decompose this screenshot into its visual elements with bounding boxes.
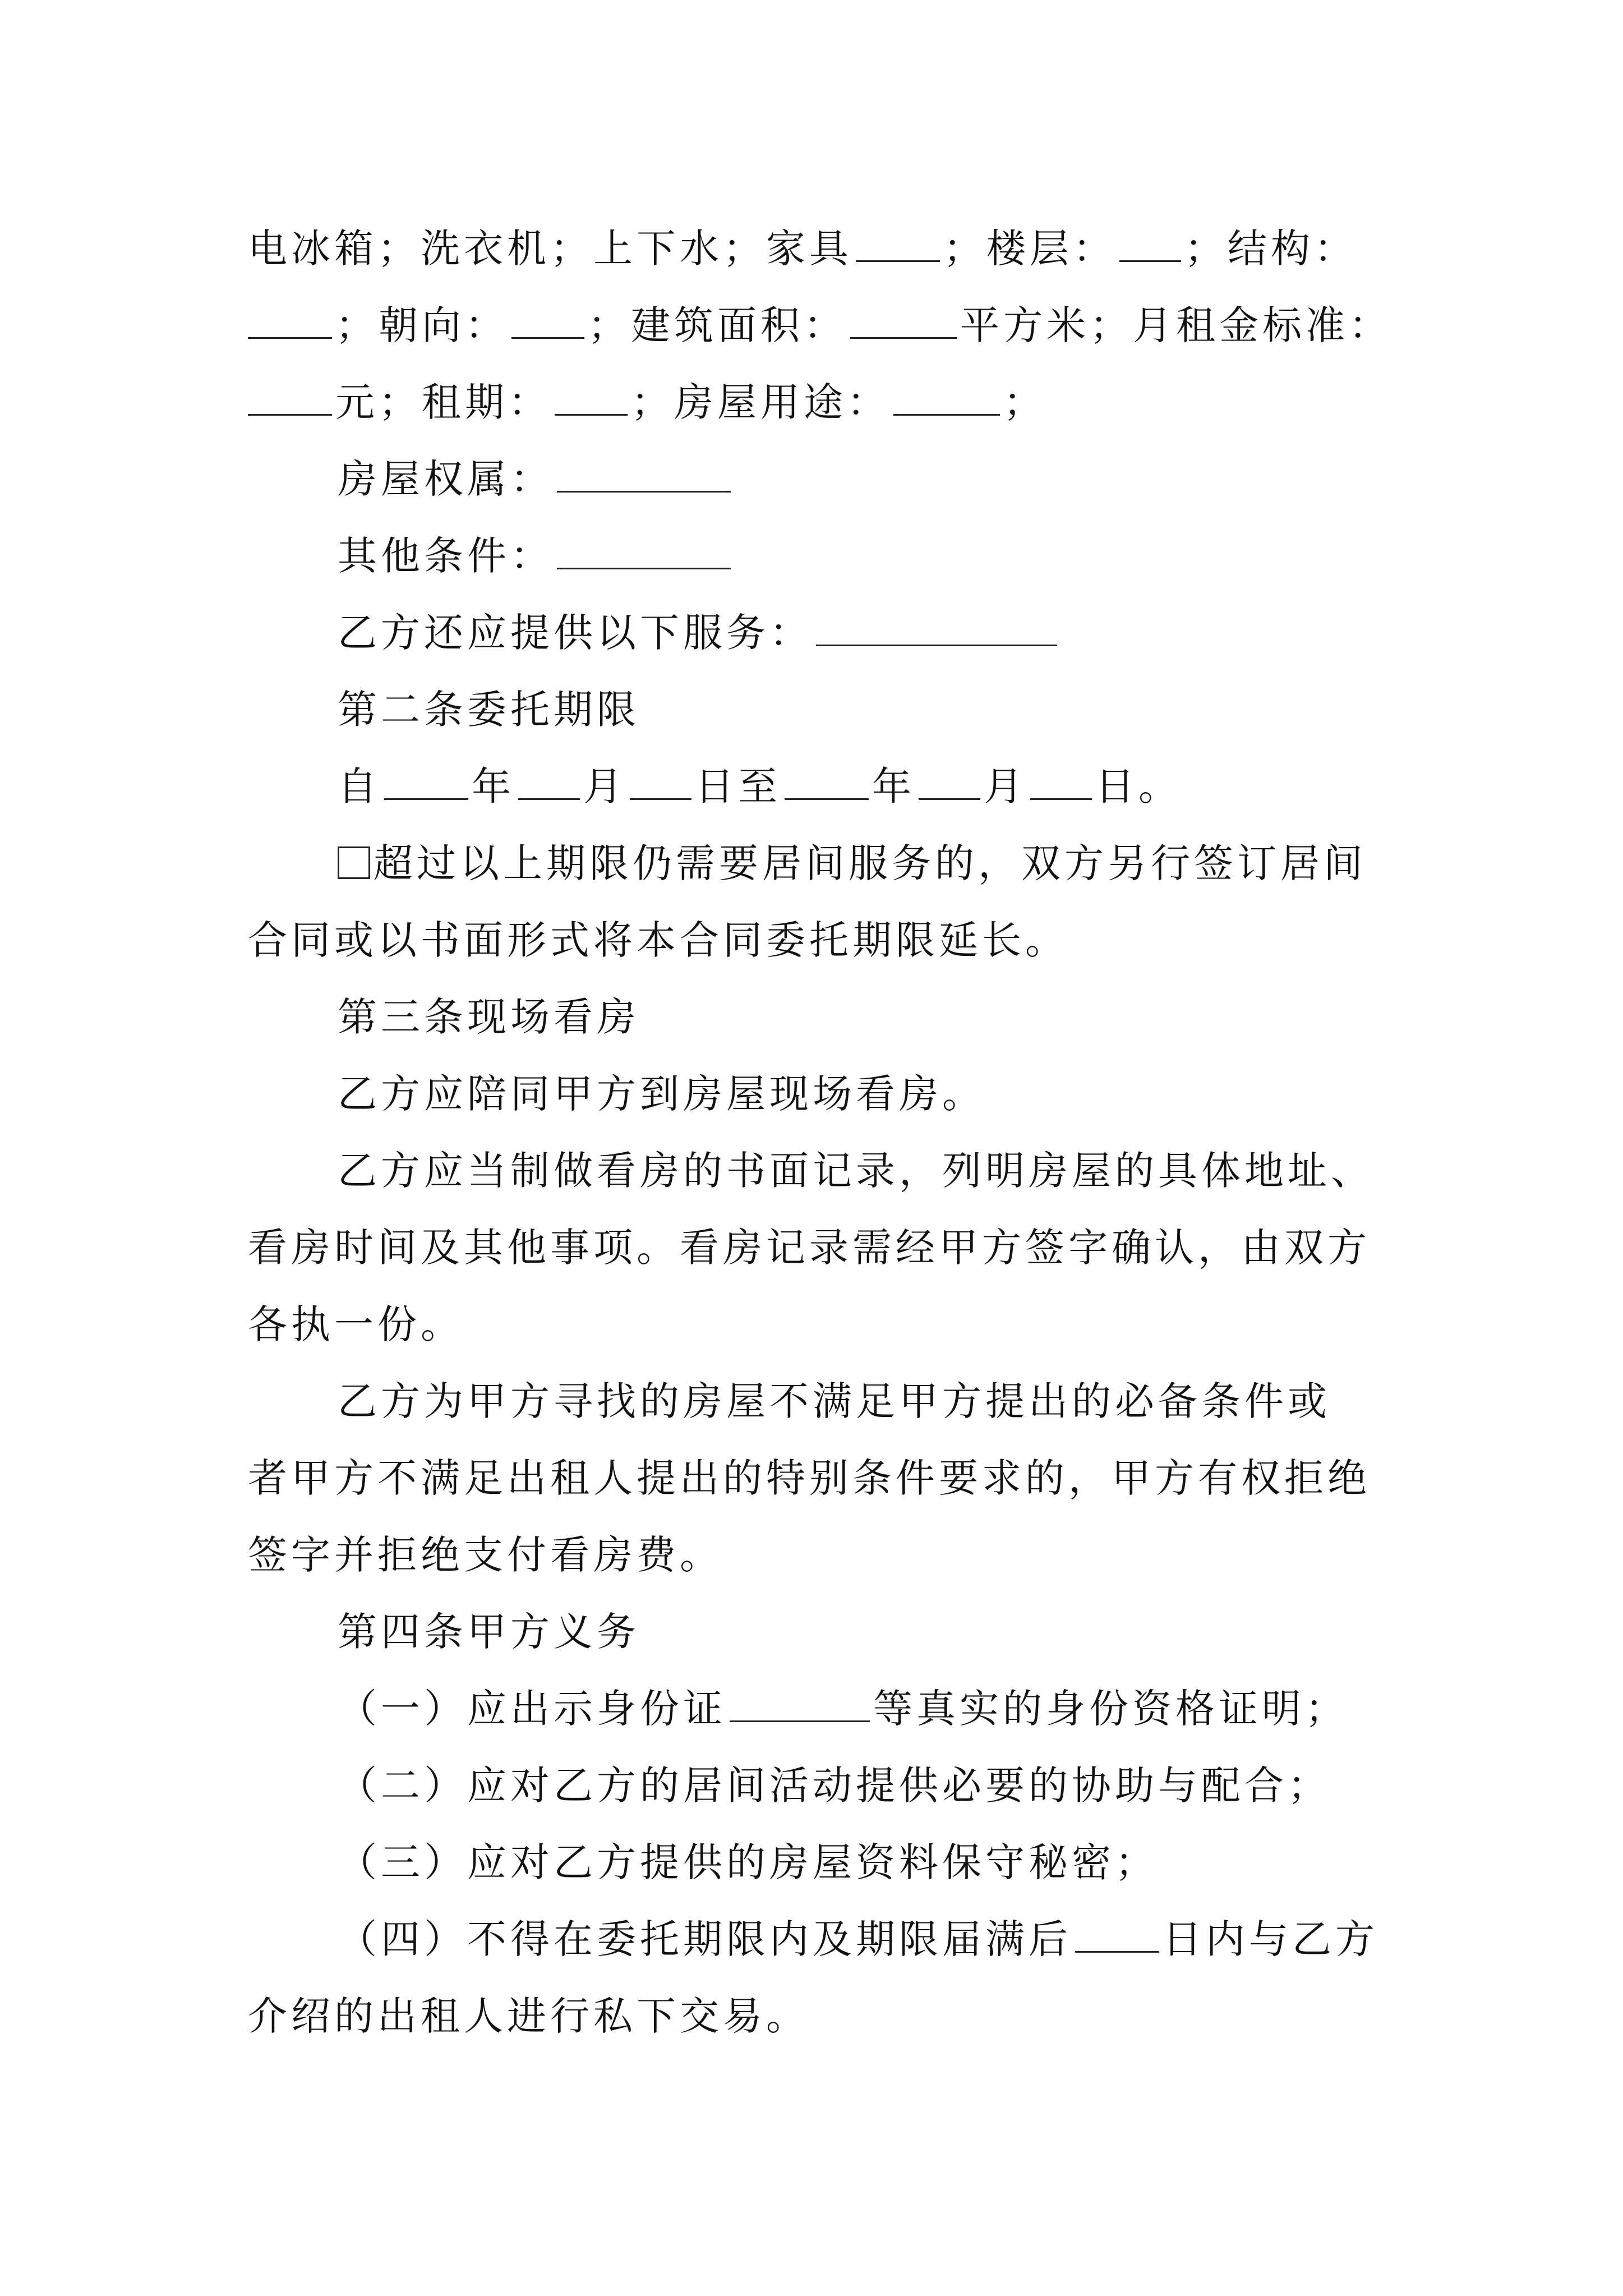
text-line	[248, 1824, 1378, 1901]
fill-blank	[557, 531, 731, 569]
fill-blank	[555, 377, 628, 416]
text-segment: 合同或以书面形式将本合同委托期限延长。	[248, 917, 1068, 963]
text-line	[248, 825, 1378, 902]
text-segment: 平方米；月租金标准：	[960, 302, 1392, 348]
fill-blank	[730, 1683, 870, 1722]
text-segment: 介绍的出租人进行私下交易。	[248, 1993, 809, 2039]
text-segment: 看房时间及其他事项。看房记录需经甲方签字确认，由双方	[248, 1225, 1371, 1271]
checkbox-icon	[338, 846, 370, 879]
text-segment: 者甲方不满足出租人提出的特别条件要求的，甲方有权拒绝	[248, 1455, 1371, 1501]
text-segment: 月	[984, 763, 1027, 809]
text-segment: 电冰箱；洗衣机；上下水；家具	[248, 226, 852, 272]
text-line	[248, 1978, 1378, 2055]
text-line	[248, 364, 1378, 441]
text-segment: 乙方为甲方寻找的房屋不满足甲方提出的必备条件或	[338, 1378, 1331, 1424]
fill-blank	[1075, 1914, 1159, 1953]
fill-blank	[384, 761, 468, 800]
text-segment: （二）应对乙方的居间活动提供必要的协助与配合；	[338, 1763, 1331, 1809]
fill-blank	[919, 761, 980, 800]
fill-blank	[630, 761, 691, 800]
text-line	[248, 748, 1378, 825]
text-segment: 自	[338, 763, 381, 809]
section-heading	[248, 979, 1378, 1056]
text-segment: 元；租期：	[335, 379, 551, 425]
fill-blank	[511, 300, 584, 339]
text-segment: 超过以上期限仍需要居间服务的，双方另行签订居间	[374, 840, 1367, 886]
text-line	[248, 287, 1392, 364]
text-segment: ；楼层：	[943, 226, 1116, 272]
text-line	[248, 595, 1378, 671]
text-segment: 等真实的身份资格证明；	[873, 1686, 1348, 1732]
fill-blank	[856, 223, 940, 262]
text-line	[248, 1517, 1378, 1594]
fill-blank	[248, 300, 332, 339]
text-line	[248, 518, 1378, 595]
text-segment: 乙方还应提供以下服务：	[338, 610, 813, 656]
text-segment: 日至	[695, 763, 781, 809]
text-segment: 第四条甲方义务	[338, 1609, 640, 1655]
document-body	[248, 210, 1392, 2055]
fill-blank	[893, 377, 1000, 416]
text-segment: 签字并拒绝支付看房费。	[248, 1532, 723, 1578]
text-line	[248, 1440, 1378, 1517]
text-line	[248, 210, 1378, 287]
text-segment: 年	[472, 763, 515, 809]
text-segment: ；房屋用途：	[631, 379, 890, 425]
text-line	[248, 1286, 1378, 1363]
text-segment: （四）不得在委托期限内及期限届满后	[338, 1916, 1072, 1962]
fill-blank	[785, 761, 869, 800]
fill-blank	[850, 300, 957, 339]
text-segment: 乙方应当制做看房的书面记录，列明房屋的具体地址、	[338, 1148, 1374, 1194]
text-line	[248, 1133, 1378, 1209]
text-segment: 其他条件：	[338, 533, 554, 579]
text-line	[248, 1901, 1378, 1978]
fill-blank	[1030, 761, 1092, 800]
section-heading	[248, 1594, 1378, 1671]
text-line	[248, 1056, 1378, 1133]
text-line	[248, 1671, 1378, 1747]
text-segment: 年	[872, 763, 915, 809]
fill-blank	[816, 608, 1057, 646]
text-segment: 乙方应陪同甲方到房屋现场看房。	[338, 1071, 985, 1117]
text-segment: 第二条委托期限	[338, 687, 640, 733]
text-segment: 月	[583, 763, 626, 809]
fill-blank	[518, 761, 580, 800]
text-line	[248, 1747, 1378, 1824]
text-line	[248, 441, 1378, 518]
fill-blank	[1119, 223, 1181, 262]
text-line	[248, 1209, 1378, 1286]
text-segment: 日内与乙方	[1163, 1916, 1378, 1962]
text-segment: （三）应对乙方提供的房屋资料保守秘密；	[338, 1839, 1158, 1885]
text-segment: ；	[1003, 379, 1046, 425]
text-segment: 房屋权属：	[338, 456, 554, 502]
text-segment: ；建筑面积：	[588, 302, 847, 348]
text-line	[248, 902, 1378, 979]
text-line	[248, 1363, 1378, 1440]
text-segment: ；结构：	[1184, 226, 1357, 272]
text-segment: （一）应出示身份证	[338, 1686, 726, 1732]
fill-blank	[557, 454, 731, 493]
text-segment: 第三条现场看房	[338, 994, 640, 1040]
text-segment: 各执一份。	[248, 1301, 464, 1347]
text-segment: 日。	[1095, 763, 1182, 809]
text-segment: ；朝向：	[335, 302, 508, 348]
fill-blank	[248, 377, 332, 416]
section-heading	[248, 671, 1378, 748]
